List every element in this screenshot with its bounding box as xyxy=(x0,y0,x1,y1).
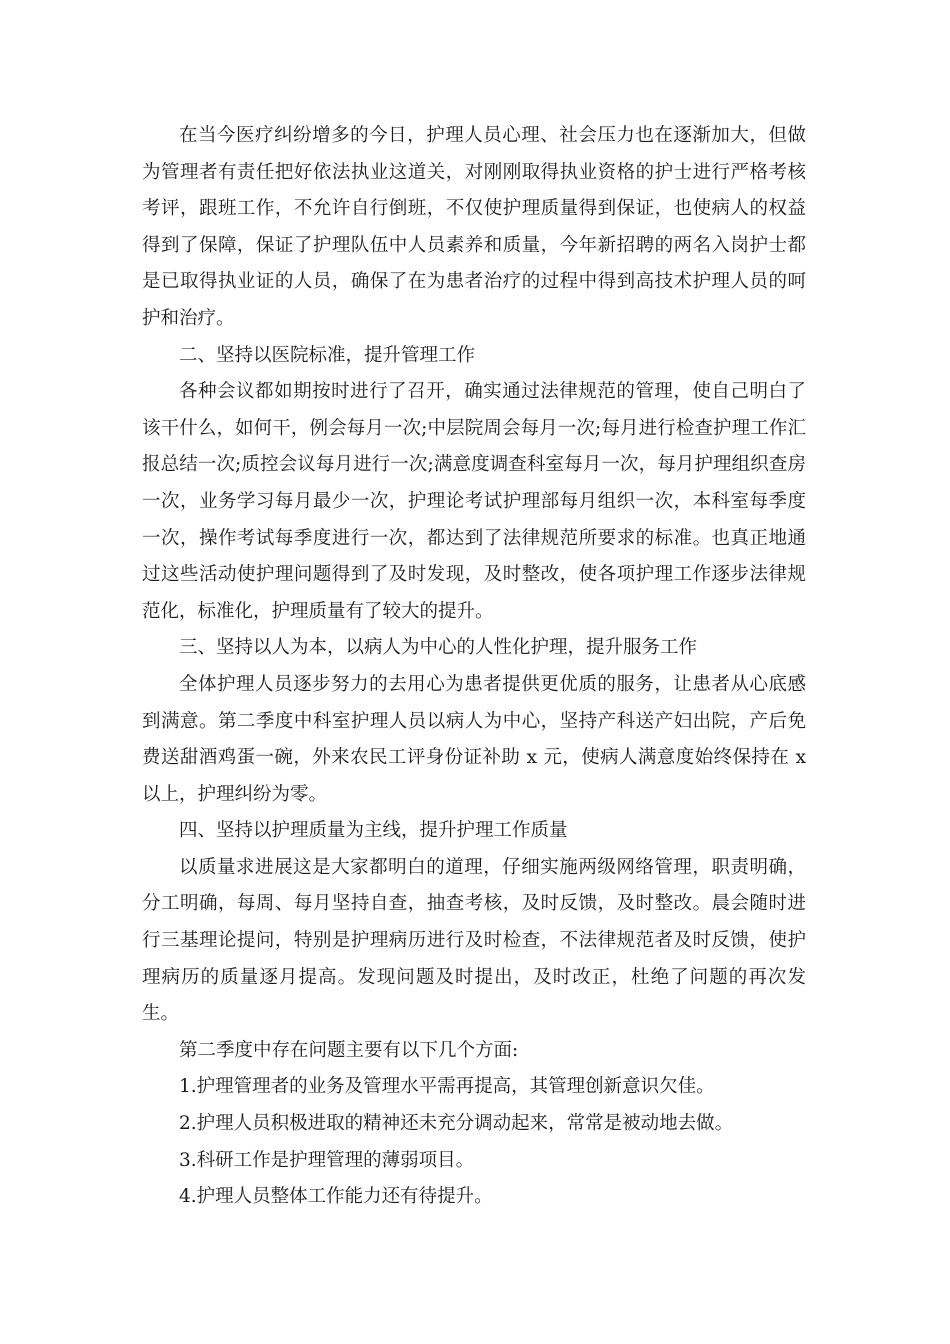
section-heading-2: 二、坚持以医院标准，提升管理工作 xyxy=(179,344,476,366)
problems-intro: 第二季度中存在问题主要有以下几个方面: xyxy=(179,1039,519,1061)
paragraph-quality: 以质量求进展这是大家都明白的道理，仔细实施两级网络管理，职责明确，分工明确，每周、每月坚持自查，抽查考核，及时反馈，及时整改。晨会随时进行三基理论提问，特别是护理病历进行及时检查，不法律规范者及时反馈，使护理病历的质量逐月提高。发现问题及时提出，及时改正，杜绝了问题的再次发生。 xyxy=(142,856,806,1025)
document-body xyxy=(142,118,806,1216)
section-heading-3: 三、坚持以人为本，以病人为中心的人性化护理，提升服务工作 xyxy=(179,637,698,659)
paragraph-service: 全体护理人员逐步努力的去用心为患者提供更优质的服务，让患者从心底感到满意。第二季度中科室护理人员以病人为中心，坚持产科送产妇出院，产后免费送甜酒鸡蛋一碗，外来农民工评身份证补助 x 元，使病人满意度始终保持在 x 以上，护理纠纷为零。 xyxy=(142,673,806,805)
paragraph-intro: 在当今医疗纠纷增多的今日，护理人员心理、社会压力也在逐渐加大，但做为管理者有责任把好依法执业这道关，对刚刚取得执业资格的护士进行严格考核考评，跟班工作，不允许自行倒班，不仅使护理质量得到保证，也使病人的权益得到了保障，保证了护理队伍中人员素养和质量，今年新招聘的两名入岗护士都是已取得执业证的人员，确保了在为患者治疗的过程中得到高技术护理人员的呵护和治疗。 xyxy=(142,125,806,329)
problem-item-4: 4.护理人员整体工作能力还有待提升。 xyxy=(179,1186,493,1208)
section-heading-4: 四、坚持以护理质量为主线，提升护理工作质量 xyxy=(179,820,568,842)
problem-item-1: 1.护理管理者的业务及管理水平需再提高，其管理创新意识欠佳。 xyxy=(179,1076,715,1098)
problem-item-3: 3.科研工作是护理管理的薄弱项目。 xyxy=(179,1149,475,1171)
problem-item-2: 2.护理人员积极进取的精神还未充分调动起来，常常是被动地去做。 xyxy=(179,1113,734,1135)
paragraph-meetings: 各种会议都如期按时进行了召开，确实通过法律规范的管理，使自己明白了该干什么，如何干，例会每月一次;中层院周会每月一次;每月进行检查护理工作汇报总结一次;质控会议每月进行一次;满意度调查科室每月一次，每月护理组织查房一次，业务学习每月最少一次，护理论考试护理部每月组织一次，本科室每季度一次，操作考试每季度进行一次，都达到了法律规范所要求的标准。也真正地通过这些活动使护理问题得到了及时发现，及时整改，使各项护理工作逐步法律规范化，标准化，护理质量有了较大的提升。 xyxy=(142,381,806,622)
